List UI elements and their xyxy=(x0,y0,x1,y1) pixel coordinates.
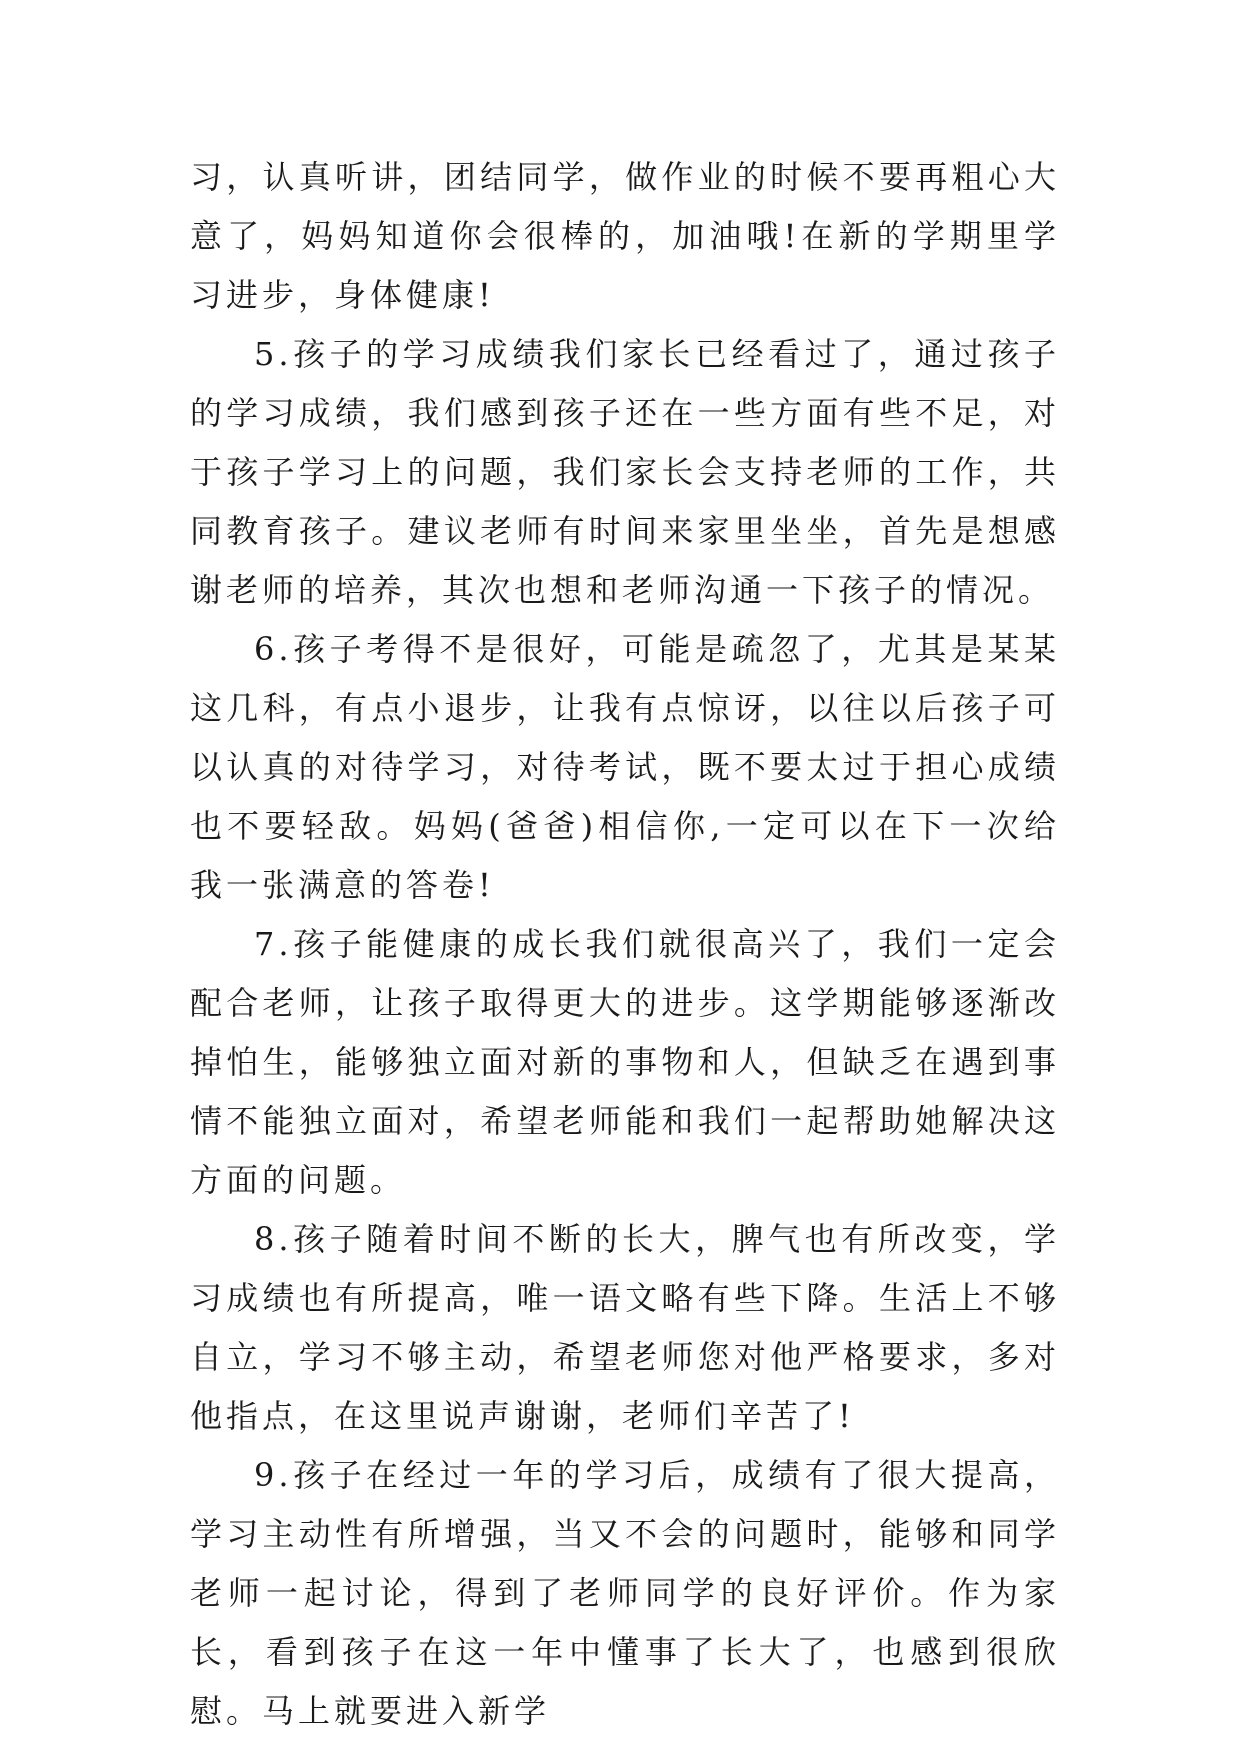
paragraph-item-6: 6.孩子考得不是很好，可能是疏忽了，尤其是某某这几科，有点小退步，让我有点惊讶，以往以后孩子可以认真的对待学习，对待考试，既不要太过于担心成绩也不要轻敌。妈妈(爸爸)相信你,一定可以在下一次给我一张满意的答卷! xyxy=(190,630,1060,904)
paragraph-item-8: 8.孩子随着时间不断的长大，脾气也有所改变，学习成绩也有所提高，唯一语文略有些下降。生活上不够自立，学习不够主动，希望老师您对他严格要求，多对他指点，在这里说声谢谢，老师们辛苦了! xyxy=(190,1220,1060,1435)
paragraph-item-5: 5.孩子的学习成绩我们家长已经看过了，通过孩子的学习成绩，我们感到孩子还在一些方面有些不足，对于孩子学习上的问题，我们家长会支持老师的工作，共同教育孩子。建议老师有时间来家里坐坐，首先是想感谢老师的培养，其次也想和老师沟通一下孩子的情况。 xyxy=(190,335,1060,609)
document-body xyxy=(190,148,1060,1741)
paragraph-item-9: 9.孩子在经过一年的学习后，成绩有了很大提高，学习主动性有所增强，当又不会的问题时，能够和同学老师一起讨论，得到了老师同学的良好评价。作为家长，看到孩子在这一年中懂事了长大了，也感到很欣慰。马上就要进入新学 xyxy=(190,1456,1060,1730)
paragraph-item-7: 7.孩子能健康的成长我们就很高兴了，我们一定会配合老师，让孩子取得更大的进步。这学期能够逐渐改掉怕生，能够独立面对新的事物和人，但缺乏在遇到事情不能独立面对，希望老师能和我们一起帮助她解决这方面的问题。 xyxy=(190,925,1060,1199)
paragraph-continuation: 习，认真听讲，团结同学，做作业的时候不要再粗心大意了，妈妈知道你会很棒的，加油哦!在新的学期里学习进步，身体健康! xyxy=(190,158,1060,314)
